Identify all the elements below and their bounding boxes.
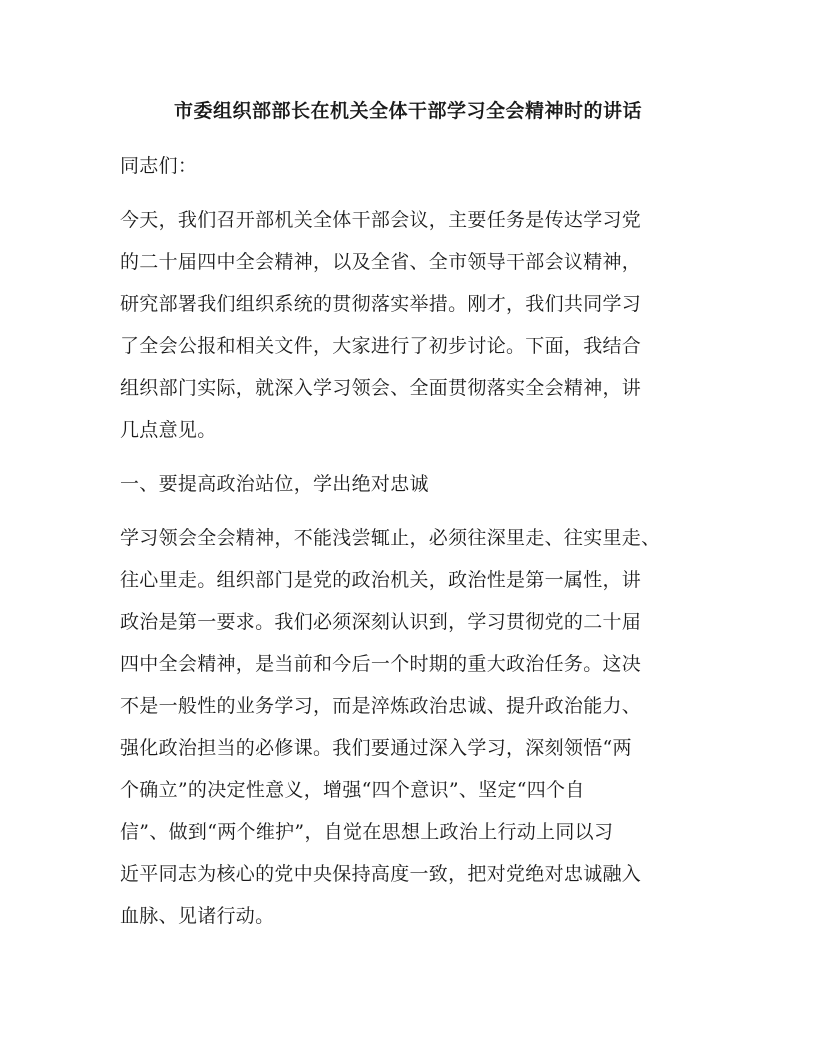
- paragraph-line: 往心里走。组织部门是党的政治机关，政治性是第一属性，讲: [120, 569, 642, 591]
- paragraph-line: 强化政治担当的必修课。我们要通过深入学习，深刻领悟“两: [120, 737, 632, 759]
- salutation: 同志们：: [120, 155, 198, 177]
- paragraph-line: 了全会公报和相关文件，大家进行了初步讨论。下面，我结合: [120, 335, 642, 357]
- paragraph-line: 政治是第一要求。我们必须深刻认识到，学习贯彻党的二十届: [120, 611, 642, 633]
- paragraph-line: 血脉、见诸行动。: [120, 905, 275, 927]
- paragraph-line: 四中全会精神，是当前和今后一个时期的重大政治任务。这决: [120, 653, 642, 675]
- paragraph-line: 的二十届四中全会精神，以及全省、全市领导干部会议精神，: [120, 251, 642, 273]
- document-title: 市委组织部部长在机关全体干部学习全会精神时的讲话: [173, 100, 642, 122]
- paragraph-line: 今天，我们召开部机关全体干部会议，主要任务是传达学习党: [120, 209, 642, 231]
- paragraph-line: 几点意见。: [120, 419, 217, 441]
- paragraph-line: 学习领会全会精神，不能浅尝辄止，必须往深里走、往实里走、: [120, 527, 661, 549]
- paragraph-line: 信”、做到“两个维护”，自觉在思想上政治上行动上同以习: [120, 821, 614, 843]
- paragraph-line: 近平同志为核心的党中央保持高度一致，把对党绝对忠诚融入: [120, 863, 642, 885]
- paragraph-line: 研究部署我们组织系统的贯彻落实举措。刚才，我们共同学习: [120, 293, 642, 315]
- paragraph-line: 不是一般性的业务学习，而是淬炼政治忠诚、提升政治能力、: [120, 695, 642, 717]
- paragraph-line: 个确立”的决定性意义，增强“四个意识”、坚定“四个自: [120, 779, 585, 801]
- section-heading: 一、要提高政治站位，学出绝对忠诚: [120, 473, 429, 495]
- paragraph-line: 组织部门实际，就深入学习领会、全面贯彻落实全会精神，讲: [120, 377, 642, 399]
